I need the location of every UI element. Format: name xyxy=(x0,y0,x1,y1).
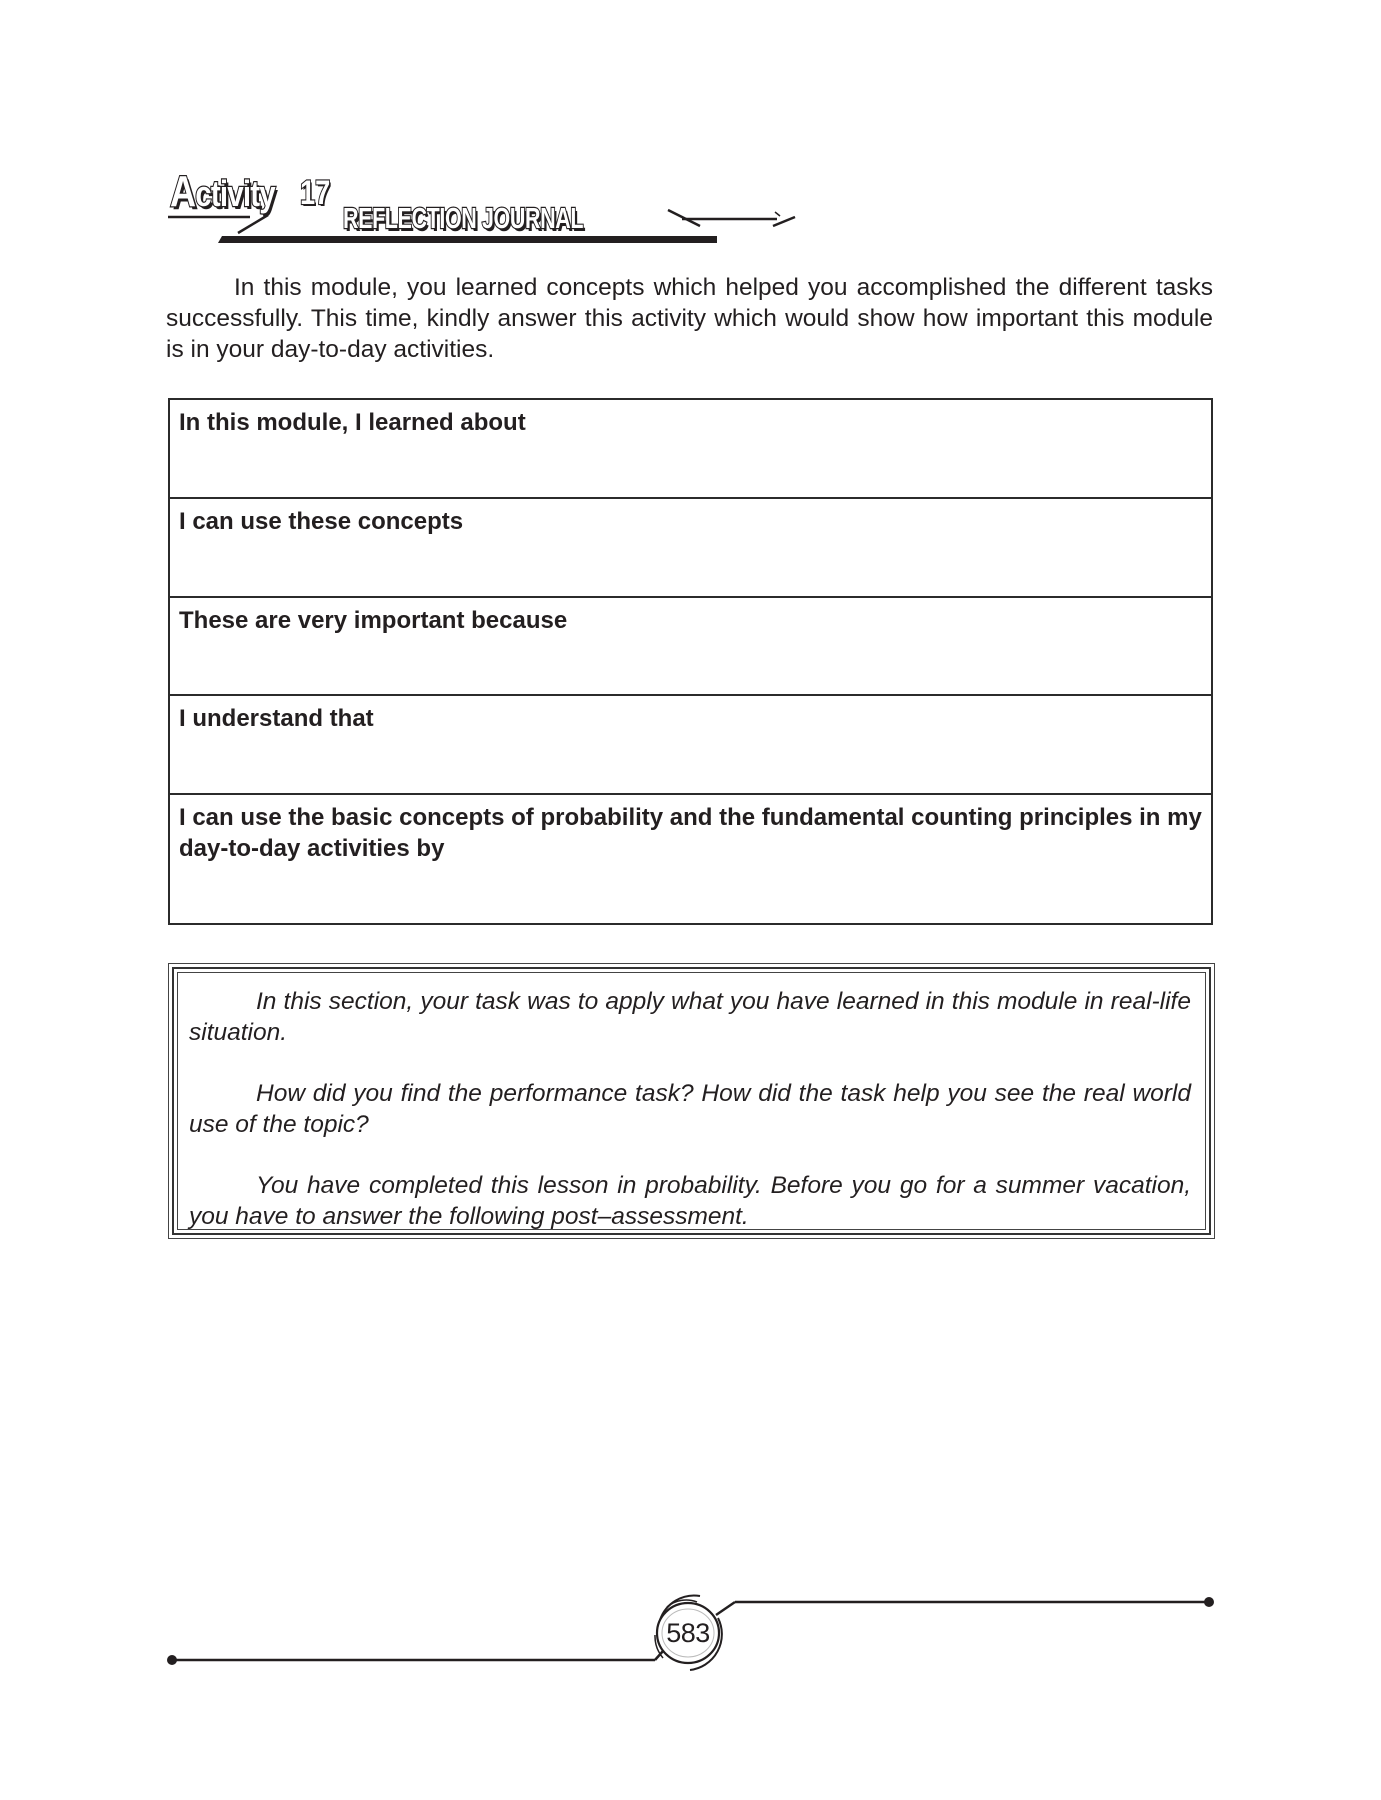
footer-right-dot-icon xyxy=(1204,1597,1214,1607)
reflection-note-content xyxy=(177,972,1206,1230)
intro-paragraph: In this module, you learned concepts which helped you accomplished the different tasks successfully. This time, kindly answer this activity which would show how important this module is in your day-to-day activities. xyxy=(166,274,1213,363)
page-number: 583 xyxy=(666,1618,710,1648)
reflection-note-paragraph: How did you find the performance task? How did the task help you see the real world use of the topic? xyxy=(189,1080,1191,1138)
reflection-row-label: I can use these concepts xyxy=(179,508,464,535)
reflection-row-label: These are very important because xyxy=(179,606,568,634)
reflection-row-label: In this module, I learned about xyxy=(179,409,526,436)
reflection-note-paragraph: You have completed this lesson in probability. Before you go for a summer vacation, you have to answer the following post–assessment. xyxy=(189,1172,1191,1230)
reflection-table xyxy=(168,398,1213,925)
activity-label: Activity xyxy=(170,167,275,216)
activity-number: 17 xyxy=(300,174,331,212)
reflection-row-learned[interactable] xyxy=(170,400,1211,497)
reflection-row-day-to-day[interactable] xyxy=(170,793,1211,923)
header-decoration xyxy=(0,0,1381,260)
reflection-note-box xyxy=(168,963,1215,1239)
activity-title: REFLECTION JOURNAL xyxy=(343,203,584,235)
activity-header xyxy=(0,0,1381,260)
reflection-row-use-concepts[interactable] xyxy=(170,497,1211,596)
reflection-row-important[interactable] xyxy=(170,596,1211,695)
reflection-note-paragraph: In this section, your task was to apply what you have learned in this module in real-life situation. xyxy=(189,988,1191,1046)
reflection-note-border xyxy=(172,967,1211,1235)
reflection-row-label: I can use the basic concepts of probability and the fundamental counting principles in my day-to-day activities by xyxy=(179,803,1202,862)
reflection-row-understand[interactable] xyxy=(170,694,1211,793)
reflection-row-label: I understand that xyxy=(179,705,374,732)
